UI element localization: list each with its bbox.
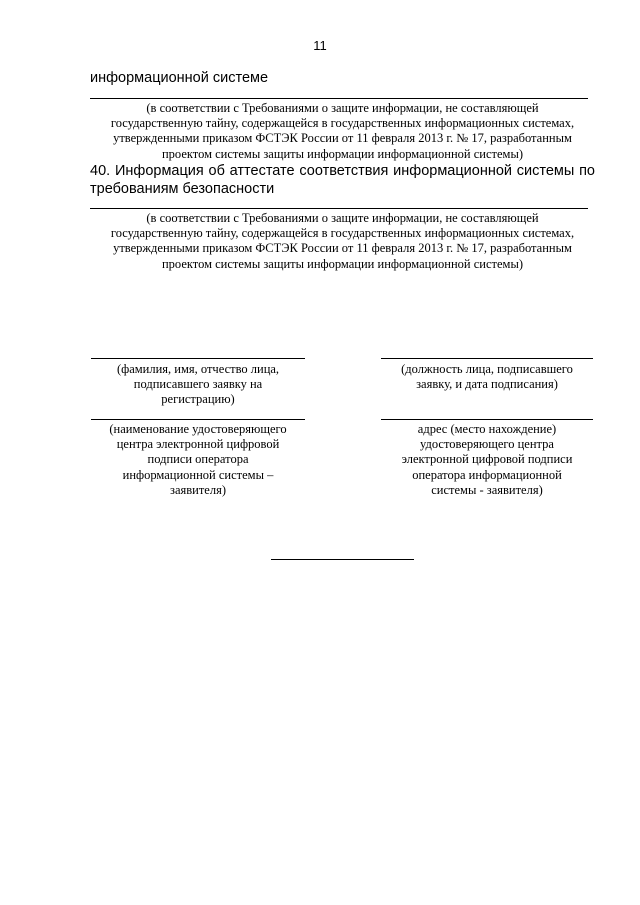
note-2 [90,211,595,272]
page-number: 11 [313,38,327,53]
note-1-line: государственную тайну, содержащейся в государственных информационных системах, [110,116,575,131]
ca-address-line [381,419,593,420]
end-of-document-line [271,559,414,560]
fill-in-line-2 [90,208,588,209]
caption-line: (должность лица, подписавшего [401,362,573,376]
caption-line: удостоверяющего центра [420,437,554,452]
signer-position-line [381,358,593,359]
caption-line: подписавшего заявку на [133,377,263,392]
item-40-heading [90,162,595,198]
item-40-line-2: требованиям безопасности [90,181,275,197]
caption-line: (наименование удостоверяющего [109,422,287,436]
ca-name-line [91,419,305,420]
note-1-line: (в соответствии с Требованиями о защите информации, не составляющей [146,101,539,115]
note-2-line: государственную тайну, содержащейся в государственных информационных системах, [110,226,575,241]
caption-line: (фамилия, имя, отчество лица, [116,362,280,376]
fill-in-line-1 [90,98,588,99]
signer-position-caption [381,362,593,392]
ca-address-caption [381,422,593,498]
signer-name-caption [91,362,305,408]
section-39-continuation: информационной системе [90,70,269,86]
ca-name-caption [91,422,305,498]
caption-line: системы - заявителя) [431,482,543,497]
caption-line: регистрацию) [161,392,235,407]
caption-line: заявку, и дата подписания) [416,377,558,392]
item-40-text: Информация об аттестате соответствия информационной системы по [114,163,595,179]
caption-line: заявителя) [170,482,226,497]
signer-name-line [91,358,305,359]
note-1-line: проектом системы защиты информации информационной системы) [161,146,524,161]
item-40-line-1 [90,162,595,180]
caption-line: адрес (место нахождение) [417,422,557,436]
caption-line: электронной цифровой подписи [401,452,573,467]
caption-line: оператора информационной [412,467,562,482]
item-40-number: 40. [90,163,111,179]
note-2-line: (в соответствии с Требованиями о защите информации, не составляющей [146,211,539,225]
caption-line: подписи оператора [147,452,249,467]
caption-line: информационной системы – [122,467,274,482]
note-1 [90,101,595,162]
note-2-line: утвержденными приказом ФСТЭК России от 11 февраля 2013 г. № 17, разработанным [113,241,572,256]
note-2-line: проектом системы защиты информации информационной системы) [161,256,524,271]
caption-line: центра электронной цифровой [116,437,280,452]
note-1-line: утвержденными приказом ФСТЭК России от 11 февраля 2013 г. № 17, разработанным [113,131,572,146]
